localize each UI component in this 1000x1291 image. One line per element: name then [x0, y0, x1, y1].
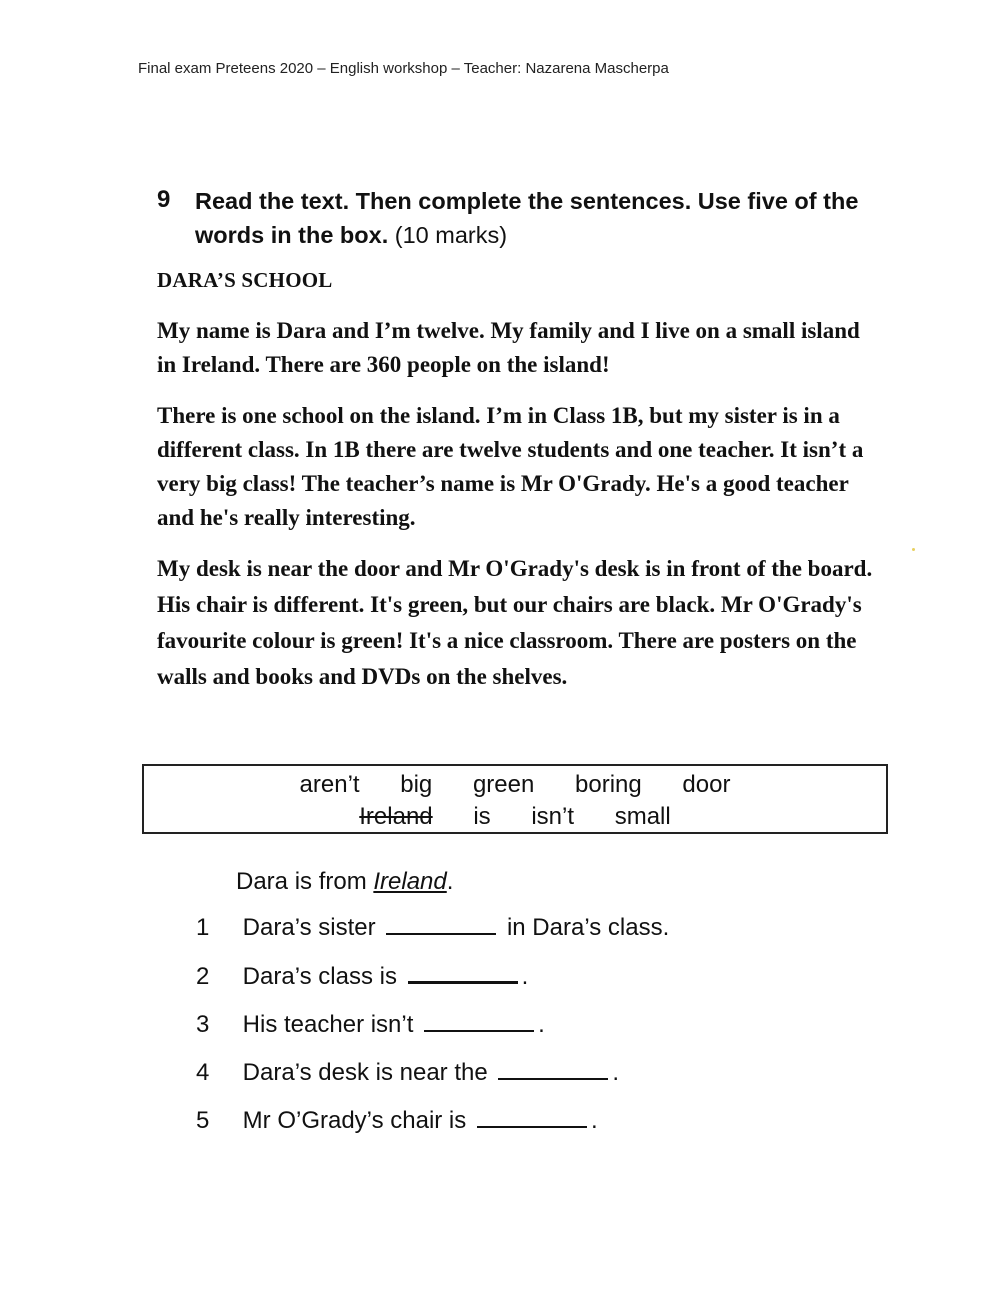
example-answer: Ireland	[373, 868, 447, 895]
question-number: 5	[196, 1107, 210, 1134]
word-option-used: Ireland	[359, 803, 433, 830]
question-3	[196, 1011, 545, 1039]
speck	[912, 548, 915, 551]
task-number: 9	[157, 186, 171, 213]
question-text-before: Dara’s desk is near the	[242, 1059, 488, 1086]
question-number: 4	[196, 1059, 210, 1086]
example-sentence	[236, 868, 453, 896]
task-instruction	[195, 184, 895, 252]
word-box-row-1	[144, 771, 886, 799]
word-option[interactable]: isn’t	[531, 803, 575, 830]
answer-blank[interactable]	[386, 915, 496, 935]
question-text-after: .	[612, 1059, 620, 1086]
question-number: 3	[196, 1011, 210, 1038]
example-end: .	[446, 868, 454, 895]
question-text-before: Dara’s class is	[242, 963, 397, 990]
word-option[interactable]: big	[400, 771, 433, 798]
answer-blank[interactable]	[424, 1012, 534, 1032]
word-box-row-2	[144, 803, 886, 831]
question-5	[196, 1107, 598, 1135]
word-option[interactable]: aren’t	[299, 771, 360, 798]
answer-blank[interactable]	[477, 1108, 587, 1128]
answer-blank[interactable]	[498, 1060, 608, 1080]
passage-paragraph-2: There is one school on the island. I’m in Class 1B, but my sister is in a different class. In 1B there are twelve students and one teacher. It isn’t a very big class! The teacher’s name is Mr O'Grady. He's a good teacher and he's really interesting.	[157, 403, 864, 530]
question-1	[196, 914, 669, 942]
word-option[interactable]: is	[473, 803, 491, 830]
question-2	[196, 963, 528, 991]
question-text-after: .	[521, 963, 529, 990]
word-box	[142, 764, 888, 834]
question-text-after: in Dara’s class.	[506, 914, 670, 941]
word-option[interactable]: boring	[575, 771, 642, 798]
question-4	[196, 1059, 619, 1087]
question-text-before: Mr O’Grady’s chair is	[242, 1107, 467, 1134]
question-number: 2	[196, 963, 210, 990]
passage-paragraph-1: My name is Dara and I’m twelve. My family and I live on a small island in Ireland. There are 360 people on the island!	[157, 318, 860, 377]
instruction-text: Read the text. Then complete the sentences. Use five of the words in the box.	[195, 188, 859, 248]
question-number: 1	[196, 914, 210, 941]
word-option[interactable]: green	[472, 771, 535, 798]
task-marks: (10 marks)	[394, 222, 508, 248]
answer-blank[interactable]	[408, 963, 518, 984]
passage-paragraph-3: My desk is near the door and Mr O'Grady's desk is in front of the board. His chair is different. It's green, but our chairs are black. Mr O'Grady's favourite colour is green! It's a nice classroom. There are posters on the walls and books and DVDs on the shelves.	[157, 556, 873, 689]
page-header: Final exam Preteens 2020 – English workshop – Teacher: Nazarena Mascherpa	[138, 60, 669, 77]
question-text-before: His teacher isn’t	[242, 1011, 414, 1038]
word-option[interactable]: door	[682, 771, 731, 798]
passage-title: DARA’S SCHOOL	[157, 268, 333, 292]
question-text-after: .	[538, 1011, 545, 1038]
question-text-before: Dara’s sister	[242, 914, 376, 941]
question-text-after: .	[590, 1107, 598, 1134]
example-text: Dara is from	[236, 868, 367, 895]
word-option[interactable]: small	[614, 803, 671, 830]
